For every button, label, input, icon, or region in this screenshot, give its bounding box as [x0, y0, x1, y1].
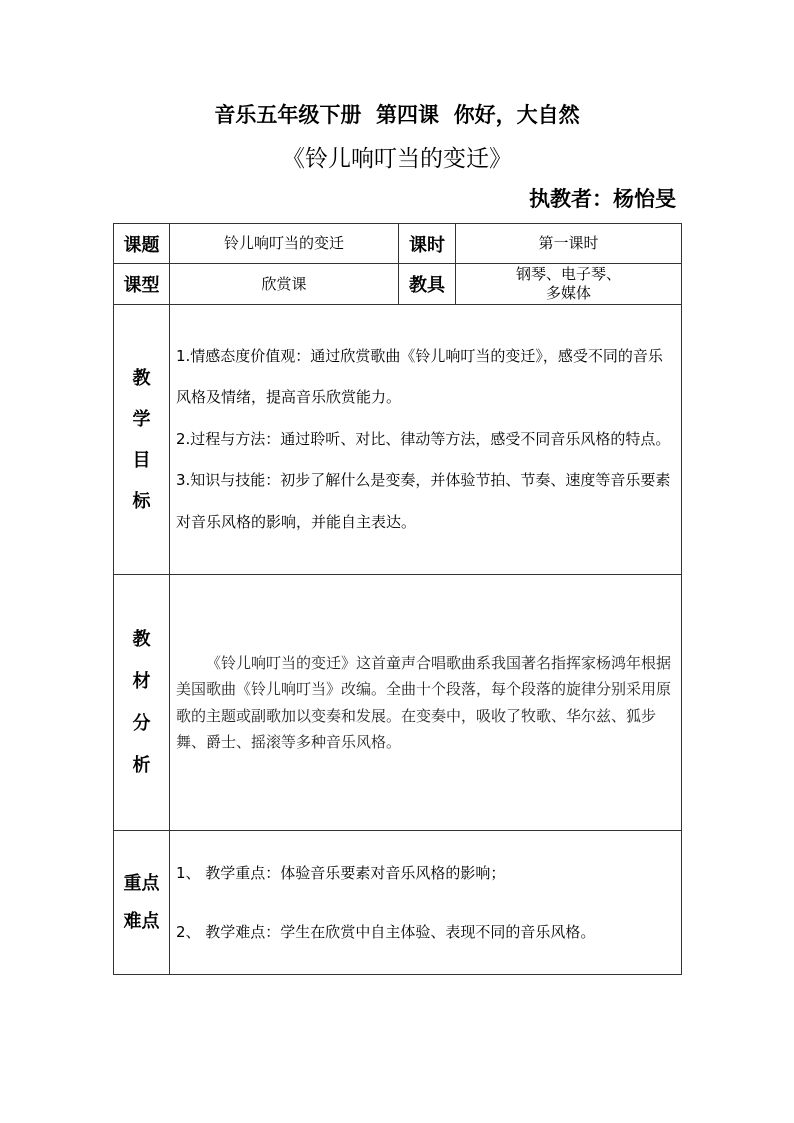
objectives-label-char: 目: [132, 449, 151, 471]
document-subtitle: 《铃儿响叮当的变迁》: [282, 146, 512, 172]
keypoint-item: 2、 教学难点：学生在欣赏中自主体验、表现不同的音乐风格。: [176, 922, 596, 941]
lesson-plan-table: [113, 223, 682, 975]
keypoints-label-line: 重点: [123, 872, 160, 894]
keypoints-label: [114, 831, 170, 975]
objective-item: 1.情感态度价值观：通过欣赏歌曲《铃儿响叮当的变迁》，感受不同的音乐风格及情绪，提高音乐欣赏能力。: [176, 346, 663, 407]
type-value: 欣赏课: [170, 264, 399, 305]
keypoint-item: 1、 教学重点：体验音乐要素对音乐风格的影响；: [176, 863, 506, 882]
tools-value: [456, 264, 682, 305]
objectives-label-char: 标: [132, 490, 151, 512]
type-label: 课型: [114, 264, 170, 305]
period-label: 课时: [399, 224, 456, 264]
table-row-topic: [114, 224, 682, 264]
tools-label: 教具: [399, 264, 456, 305]
analysis-label-char: 分: [132, 712, 151, 734]
table-row-type: [114, 264, 682, 305]
period-value: 第一课时: [456, 224, 682, 264]
objectives-content: [170, 305, 682, 575]
objectives-label: [114, 305, 170, 575]
topic-label: 课题: [114, 224, 170, 264]
analysis-label-char: 材: [132, 670, 151, 692]
analysis-label: [114, 575, 170, 831]
objectives-label-char: 教: [132, 367, 151, 389]
topic-value: 铃儿响叮当的变迁: [170, 224, 399, 264]
teacher-name: 执教者：杨怡旻: [529, 186, 676, 211]
document-title: 音乐五年级下册 第四课 你好，大自然: [214, 102, 580, 127]
analysis-label-char: 教: [132, 628, 151, 650]
table-row-objectives: [114, 305, 682, 575]
keypoints-label-line: 难点: [123, 910, 160, 932]
analysis-label-char: 析: [132, 754, 151, 776]
analysis-content: [170, 575, 682, 831]
objectives-label-char: 学: [132, 408, 151, 430]
table-row-analysis: [114, 575, 682, 831]
tools-value-line2: 多媒体: [545, 284, 591, 302]
objective-item: 3.知识与技能：初步了解什么是变奏，并体验节拍、节奏、速度等音乐要素对音乐风格的影响，并能自主表达。: [176, 471, 671, 531]
analysis-text: 《铃儿响叮当的变迁》这首童声合唱歌曲系我国著名指挥家杨鸿年根据美国歌曲《铃儿响叮当》改编。全曲十个段落，每个段落的旋律分别采用原歌的主题或副歌加以变奏和发展。在变奏中，吸收了牧歌、华尔兹、狐步舞、爵士、摇滚等多种音乐风格。: [176, 653, 672, 751]
keypoints-content: [170, 831, 682, 975]
table-row-keypoints: [114, 831, 682, 975]
objective-item: 2.过程与方法：通过聆听、对比、律动等方法，感受不同音乐风格的特点。: [176, 429, 671, 448]
tools-value-line1: 钢琴、电子琴、: [515, 265, 621, 283]
